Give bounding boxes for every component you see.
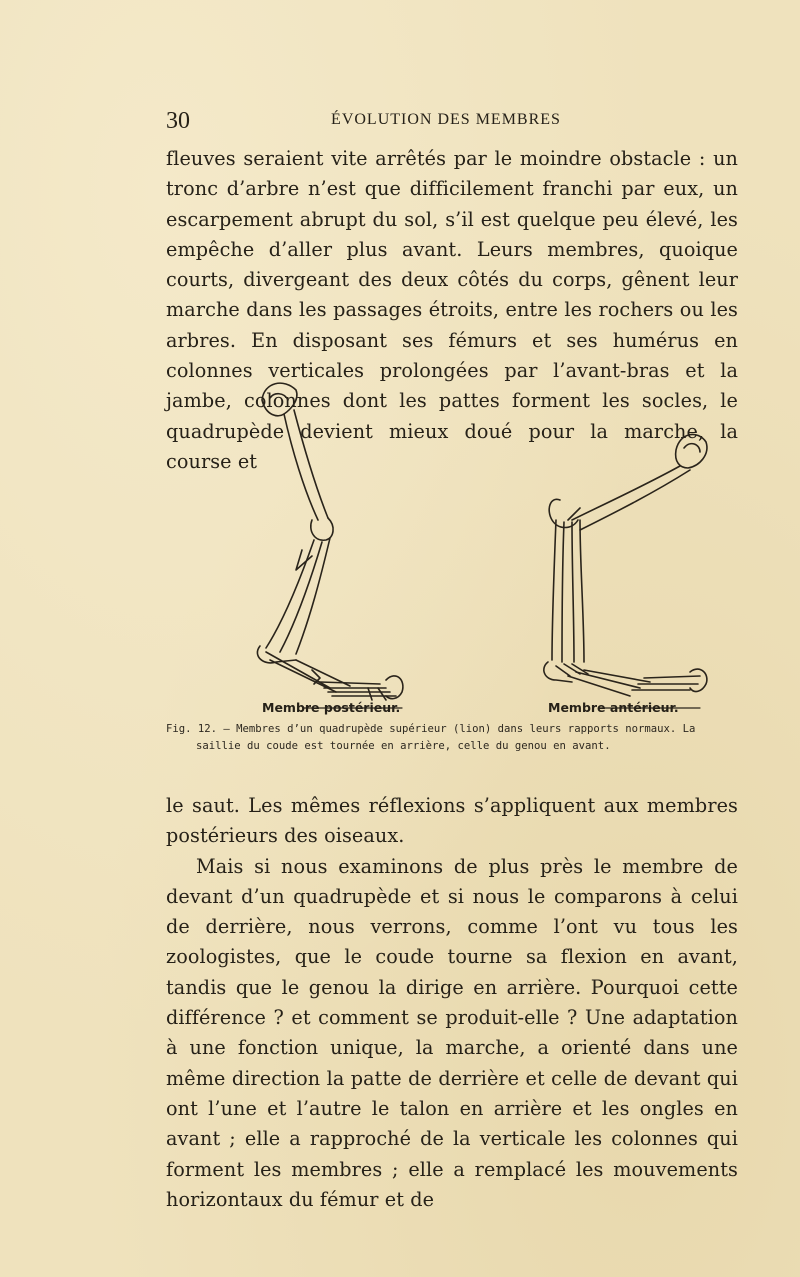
running-head: ÉVOLUTION DES MEMBRES	[331, 111, 561, 128]
caption-line-1: Fig. 12. — Membres d’un quadrupède supérieur (lion) dans leurs rapports normaux. La	[166, 723, 696, 735]
paragraph-top: fleuves seraient vite arrêtés par le moindre obstacle : un tronc d’arbre n’est que difficilement franchi par eux, un escarpement abrupt du sol, s’il est quelque peu élevé, les empêche d’aller plus avant. Leurs membres, quoique courts, divergeant des deux côtés du corps, gênent leur marche dans les passages étroits, entre les rochers ou les arbres. En disposant ses fémurs et ses humérus en colonnes verticales prolongées par l’avant-bras et la jambe, colonnes dont les pattes forment les socles, le quadrupède devient mieux doué pour la marche, la course et	[166, 147, 738, 473]
paragraph-continuation: le saut. Les mêmes réflexions s’appliquent aux membres postérieurs des oiseaux.	[166, 794, 738, 848]
page-header	[166, 108, 636, 138]
caption-line-2: saillie du coude est tournée en arrière, celle du genou en avant.	[196, 740, 611, 752]
figure-label-hind: Membre postérieur.	[262, 700, 401, 715]
figure-lion-limbs	[200, 370, 720, 720]
paragraph-bottom	[166, 791, 738, 1215]
page-number: 30	[166, 108, 190, 134]
paragraph-new-text: Mais si nous examinons de plus près le membre de devant d’un quadrupède et si nous le comparons à celui de derrière, nous verrons, comme l’ont vu tous les zoologistes, que le coude tourne sa flexion en avant, tandis que le genou la dirige en arrière. Pourquoi cette différence ? et comment se produit-elle ? Une adaptation à une fonction unique, la marche, a orienté dans une même direction la patte de derrière et celle de devant qui ont l’une et l’autre le talon en arrière et les ongles en avant ; elle a rapproché de la verticale les colonnes qui forment les membres ; elle a remplacé les mouvements horizontaux du fémur et de	[166, 854, 738, 1211]
figure-label-fore: Membre antérieur.	[548, 700, 679, 715]
fore-limb-drawing	[544, 434, 707, 708]
figure-caption	[166, 721, 740, 755]
hind-limb-drawing	[257, 383, 402, 708]
paragraph-new	[166, 852, 738, 1216]
skeleton-illustration	[200, 370, 720, 720]
